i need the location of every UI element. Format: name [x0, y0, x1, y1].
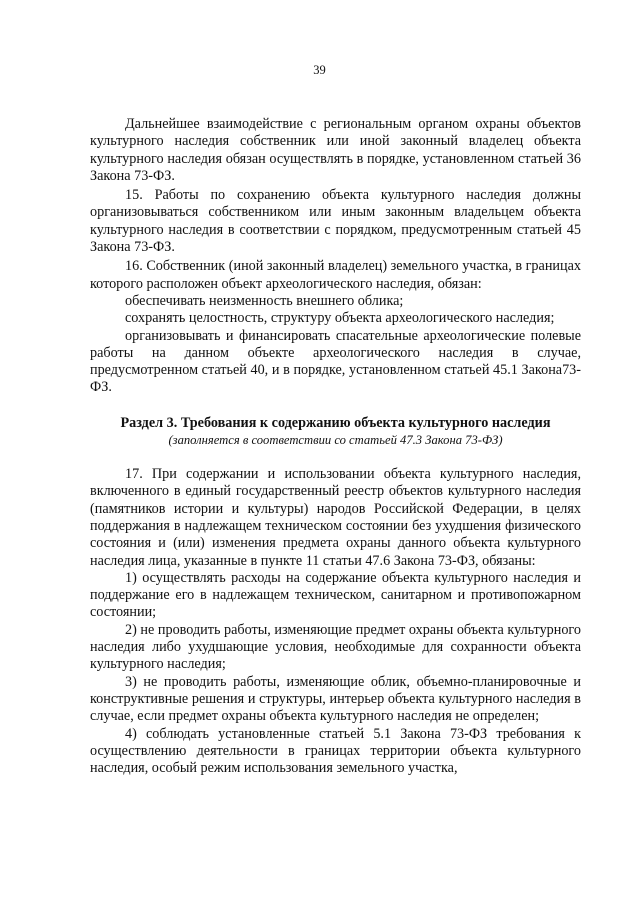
list-item-3: 3) не проводить работы, изменяющие облик, объемно-планировочные и конструктивные решения и структуры, интерьер объекта культурного наследия в случае, если предмет охраны объекта культурного наследия не определен;: [90, 673, 581, 725]
paragraph-interaction-with-authority: Дальнейшее взаимодействие с региональным органом охраны объектов культурного наследия собственник или иной законный владелец объекта культурного наследия обязан осуществлять в порядке, установленном статьей 36 Закона 73-ФЗ.: [90, 116, 581, 184]
section-title: Раздел 3. Требования к содержанию объекта культурного наследия: [120, 414, 551, 431]
list-item-2: 2) не проводить работы, изменяющие предмет охраны объекта культурного наследия либо ухудшающие условия, необходимые для сохранности объекта культурного наследия;: [90, 621, 581, 673]
paragraph-obligation-appearance: обеспечивать неизменность внешнего облика;: [125, 292, 404, 309]
page-content: [90, 116, 581, 777]
paragraph-item-15: 15. Работы по сохранению объекта культурного наследия должны организовываться собственником или иным законным владельцем объекта культурного наследия в соответствии с порядком, предусмотренным статьей 45 Закона 73-ФЗ.: [90, 187, 581, 256]
paragraph-item-17: 17. При содержании и использовании объекта культурного наследия, включенного в единый государственный реестр объектов культурного наследия (памятников истории и культуры) народов Российской Федерации, в целях поддержания в надлежащем техническом состоянии без ухудшения физического состояния и (или) изменения предмета охраны данного объекта культурного наследия лица, указанные в пункте 11 статьи 47.6 Закона 73-ФЗ, обязаны:: [90, 466, 581, 569]
paragraph-obligation-integrity: сохранять целостность, структуру объекта археологического наследия;: [125, 310, 555, 327]
list-item-1: 1) осуществлять расходы на содержание объекта культурного наследия и поддержание его в надлежащем техническом, санитарном и противопожарном состоянии;: [90, 569, 581, 621]
paragraph-item-16: 16. Собственник (иной законный владелец) земельного участка, в границах которого расположен объект археологического наследия, обязан:: [90, 258, 581, 292]
section-subtitle: (заполняется в соответствии со статьей 47.3 Закона 73-ФЗ): [168, 433, 503, 448]
paragraph-obligation-rescue-works: организовывать и финансировать спасательные археологические полевые работы на данном объекте археологического наследия в случае, предусмотренном статьей 40, и в порядке, установленном статьей 45.1 Закона73-ФЗ.: [90, 327, 581, 396]
page-number: 39: [313, 63, 326, 77]
list-item-4: 4) соблюдать установленные статьей 5.1 Закона 73-ФЗ требования к осуществлению деятельности в границах территории объекта культурного наследия, особый режим использования земельного участка,: [90, 725, 581, 777]
